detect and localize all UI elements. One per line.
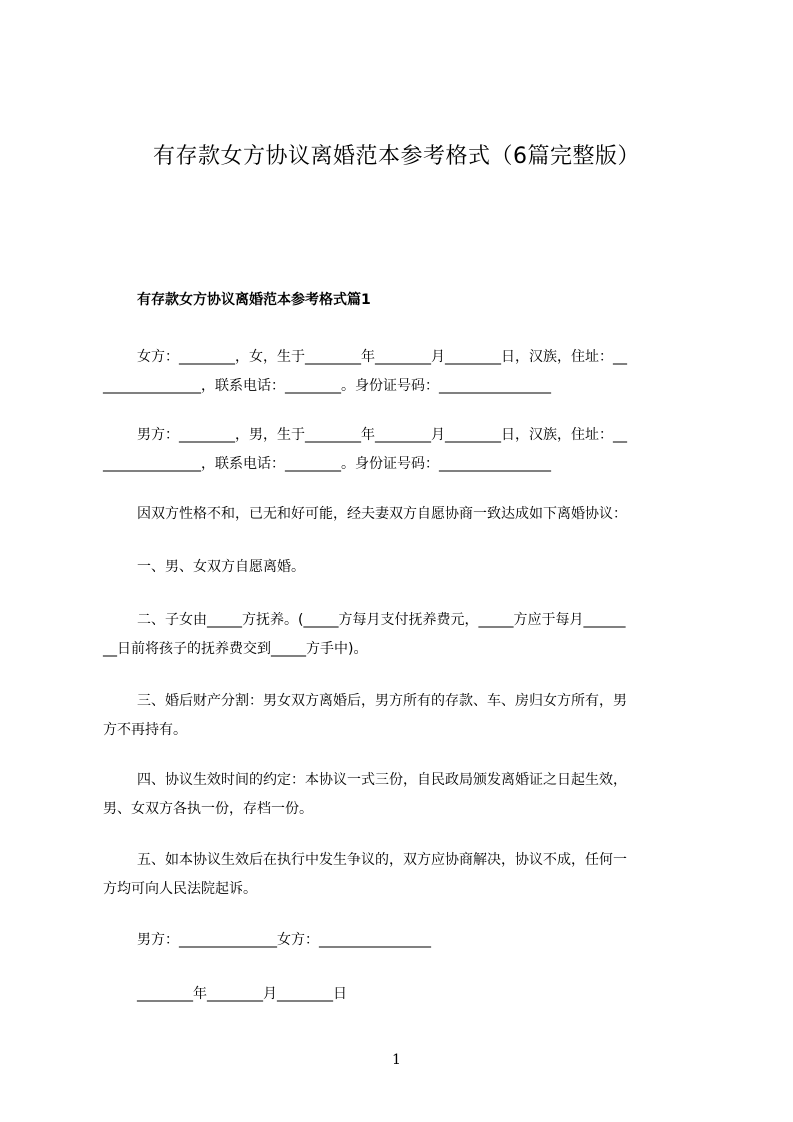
document-title: 有存款女方协议离婚范本参考格式（6篇完整版） bbox=[153, 144, 640, 169]
date-line: ________年________月________日 bbox=[137, 986, 347, 1002]
male-party-info: 男方：________，男，生于________年________月________日，汉族，住址：__ ______________，联系电话：________。身份证号码：________________ bbox=[103, 427, 627, 472]
clause-5: 五、如本协议生效后在执行中发生争议的，双方应协商解决，协议不成，任何一 方均可向人民法院起诉。 bbox=[103, 852, 627, 897]
female-party-info: 女方：________，女，生于________年________月________日，汉族，住址：__ ______________，联系电话：________。身份证号码：________________ bbox=[103, 349, 627, 394]
clause-2: 二、子女由_____方抚养。(_____方每月支付抚养费元，_____方应于每月______ __日前将孩子的抚养费交到_____方手中)。 bbox=[103, 612, 626, 657]
clause-1: 一、男、女双方自愿离婚。 bbox=[137, 559, 305, 575]
section-heading: 有存款女方协议离婚范本参考格式篇1 bbox=[137, 292, 371, 308]
clause-3: 三、婚后财产分割：男女双方离婚后，男方所有的存款、车、房归女方所有，男 方不再持有。 bbox=[103, 693, 627, 738]
page-number: 1 bbox=[392, 1052, 401, 1068]
agreement-preamble: 因双方性格不和，已无和好可能，经夫妻双方自愿协商一致达成如下离婚协议： bbox=[137, 506, 627, 522]
clause-4: 四、协议生效时间的约定：本协议一式三份，自民政局颁发离婚证之日起生效， 男、女双方各执一份，存档一份。 bbox=[103, 772, 627, 817]
signature-line: 男方：______________女方：________________ bbox=[137, 932, 431, 948]
